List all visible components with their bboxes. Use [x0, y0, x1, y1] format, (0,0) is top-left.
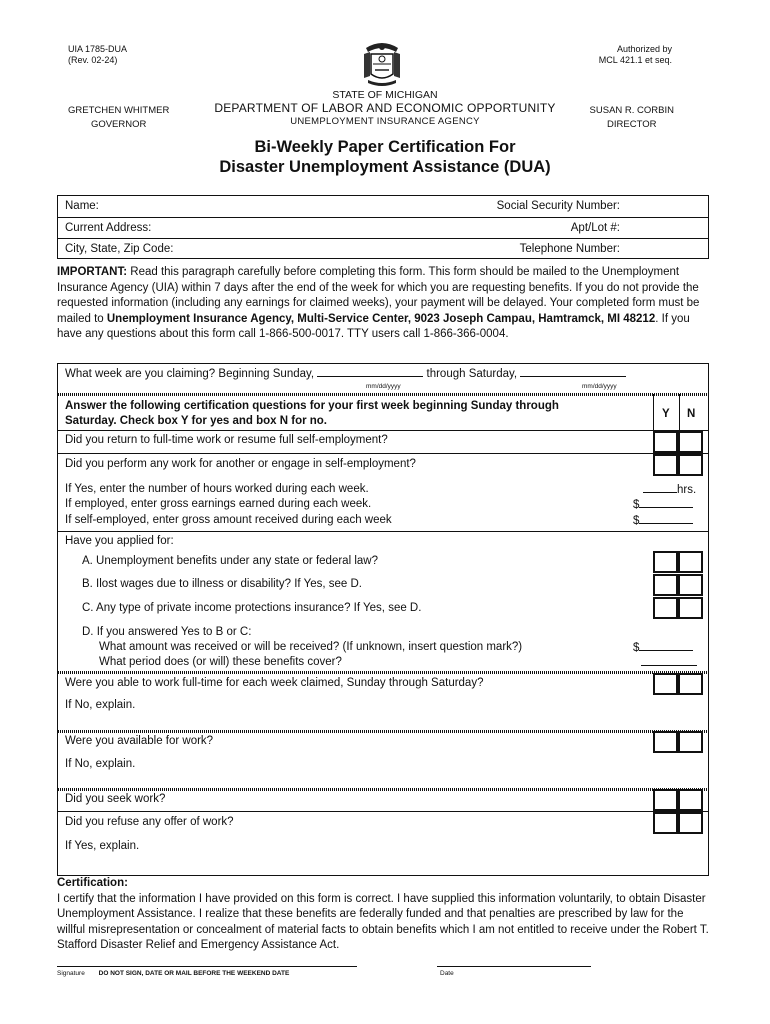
week-question: [65, 366, 626, 382]
self-employed-instruction: If self-employed, enter gross amount received during each week: [65, 514, 392, 526]
q-seek-yes-checkbox[interactable]: [653, 789, 678, 811]
authorized-statute: MCL 421.1 et seq.: [598, 55, 672, 65]
michigan-state-seal-icon: [360, 40, 404, 86]
dollar-sign: $: [633, 515, 640, 527]
city-label: City, State, Zip Code:: [65, 243, 174, 255]
begin-date-hint: mm/dd/yyyy: [366, 383, 401, 390]
signature-label: Signature: [57, 970, 85, 977]
q-seek-no-checkbox[interactable]: [678, 789, 703, 811]
q-applied-c: C. Any type of private income protections insurance? If Yes, see D.: [82, 602, 422, 614]
applied-for-heading: Have you applied for:: [65, 535, 174, 547]
q-b-yes-checkbox[interactable]: [653, 574, 678, 596]
q-return-no-checkbox[interactable]: [678, 431, 703, 453]
q-able-yes-checkbox[interactable]: [653, 673, 678, 695]
department-name: DEPARTMENT OF LABOR AND ECONOMIC OPPORTUNITY: [214, 101, 556, 115]
dollar-sign: $: [633, 642, 640, 654]
mailing-address: Unemployment Insurance Agency, Multi-Service Center, 9023 Joseph Campau, Hamtramck, MI 48212: [106, 312, 656, 325]
apt-label: Apt/Lot #:: [570, 222, 620, 234]
form-title-line1: Bi-Weekly Paper Certification For: [254, 138, 516, 156]
divider: [679, 394, 680, 430]
q-perform-work: Did you perform any work for another or engage in self-employment?: [65, 458, 416, 470]
q-refuse-yes-checkbox[interactable]: [653, 812, 678, 834]
divider: [58, 730, 708, 733]
address-row[interactable]: [58, 217, 708, 238]
certification-questions-table: [57, 363, 709, 876]
certification-text: I certify that the information I have provided on this form is correct. I have supplied this information voluntarily, to obtain Disaster Unemployment Assistance. I realize that these benefits are federally funded and that penalties are prescribed by law for the willful misrepresentation or concealment of material facts to obtain benefits which I am not entitled to receive under the Robert T. Stafford Disaster Relief and Emergency Assistance Act.: [57, 892, 709, 952]
q-c-yes-checkbox[interactable]: [653, 597, 678, 619]
hours-unit: hrs.: [677, 484, 697, 496]
divider: [58, 811, 708, 812]
date-line[interactable]: [437, 966, 591, 967]
important-text-2: . If you have any questions about this form call 1-866-500-0017. TTY users call 1-866-366-0004.: [57, 312, 690, 341]
divider: [58, 671, 708, 674]
q-refuse-no-checkbox[interactable]: [678, 812, 703, 834]
divider: [58, 453, 708, 454]
end-date-hint: mm/dd/yyyy: [582, 383, 617, 390]
available-if-no-explain: If No, explain.: [65, 758, 136, 770]
address-label: Current Address:: [65, 222, 152, 234]
divider: [58, 430, 708, 431]
divider: [58, 531, 708, 532]
authorized-by: Authorized by: [616, 44, 672, 54]
form-revision: (Rev. 02-24): [68, 55, 118, 65]
signature-caption: [57, 970, 289, 978]
do-not-sign-warning: DO NOT SIGN, DATE OR MAIL BEFORE THE WEEKEND DATE: [98, 970, 290, 977]
d-amount-field[interactable]: [633, 640, 693, 656]
refuse-if-yes-explain: If Yes, explain.: [65, 840, 140, 852]
director-name: SUSAN R. CORBIN: [589, 105, 674, 116]
yes-column-header: Y: [662, 408, 670, 420]
q-available-no-checkbox[interactable]: [678, 731, 703, 753]
ssn-label: Social Security Number:: [496, 200, 620, 212]
able-if-no-explain: If No, explain.: [65, 699, 136, 711]
certification-label: Certification:: [57, 877, 128, 889]
name-label: Name:: [65, 200, 99, 212]
q-a-yes-checkbox[interactable]: [653, 551, 678, 573]
signature-line[interactable]: [57, 966, 357, 967]
q-work-yes-checkbox[interactable]: [653, 454, 678, 476]
q-work-no-checkbox[interactable]: [678, 454, 703, 476]
q-a-no-checkbox[interactable]: [678, 551, 703, 573]
instructions-line2: Saturday. Check box Y for yes and box N for no.: [65, 415, 328, 427]
authorization-block: [599, 44, 672, 66]
important-text-1: Read this paragraph carefully before completing this form. This form should be mailed to the Unemployment Insurance Agency (UIA) within 7 days after the end of the week for which you are requesting benefits. If you do not provide the requested information (including any earnings for claimed weeks), your payment will be delayed. Your completed form must be mailed to: [57, 266, 700, 325]
divider: [58, 788, 708, 791]
director-title: DIRECTOR: [607, 119, 657, 130]
divider: [58, 393, 708, 396]
claimant-info-box: [57, 195, 709, 259]
governor-block: [68, 104, 169, 132]
form-title: [0, 137, 770, 177]
state-name: STATE OF MICHIGAN: [332, 89, 438, 101]
q-d-amount: What amount was received or will be received? (If unknown, insert question mark?): [99, 641, 523, 653]
self-employed-field[interactable]: [633, 513, 693, 529]
week-question-text: What week are you claiming? Beginning Sunday,: [65, 368, 315, 380]
q-return-yes-checkbox[interactable]: [653, 431, 678, 453]
hours-input-line[interactable]: [643, 482, 677, 493]
phone-label: Telephone Number:: [519, 243, 620, 255]
important-notice: [57, 265, 711, 343]
q-able-work: Were you able to work full-time for each week claimed, Sunday through Saturday?: [65, 677, 484, 689]
q-refuse-offer: Did you refuse any offer of work?: [65, 816, 234, 828]
through-saturday-text: through Saturday,: [426, 368, 518, 380]
employed-earnings-instruction: If employed, enter gross earnings earned during each week.: [65, 498, 372, 510]
q-seek-work: Did you seek work?: [65, 793, 166, 805]
instructions-line1: Answer the following certification questions for your first week beginning Sunday through: [65, 400, 559, 412]
agency-name: UNEMPLOYMENT INSURANCE AGENCY: [290, 116, 480, 127]
q-available-yes-checkbox[interactable]: [653, 731, 678, 753]
certification-section: [57, 876, 711, 954]
dollar-sign: $: [633, 499, 640, 511]
hours-field[interactable]: [643, 482, 696, 498]
no-column-header: N: [687, 408, 696, 420]
q-c-no-checkbox[interactable]: [678, 597, 703, 619]
name-row[interactable]: [58, 196, 708, 217]
governor-title: GOVERNOR: [90, 119, 147, 130]
q-applied-b: B. Ilost wages due to illness or disability? If Yes, see D.: [82, 578, 362, 590]
q-able-no-checkbox[interactable]: [678, 673, 703, 695]
self-employed-line[interactable]: [639, 513, 693, 524]
d-amount-line[interactable]: [639, 640, 693, 651]
through-saturday-field[interactable]: [520, 366, 626, 377]
city-row[interactable]: [58, 238, 708, 259]
q-return-work: Did you return to full-time work or resume full self-employment?: [65, 434, 388, 446]
form-id-block: [68, 44, 127, 66]
form-title-line2: Disaster Unemployment Assistance (DUA): [219, 158, 551, 176]
form-id: UIA 1785-DUA: [68, 44, 128, 54]
d-period-field[interactable]: [641, 655, 697, 671]
director-block: [590, 104, 674, 132]
q-applied-a: A. Unemployment benefits under any state or federal law?: [82, 555, 378, 567]
q-d-period: What period does (or will) these benefits cover?: [99, 656, 342, 668]
divider: [653, 394, 654, 430]
d-period-line[interactable]: [641, 655, 697, 666]
important-label: IMPORTANT:: [57, 266, 128, 278]
beginning-sunday-field[interactable]: [317, 366, 423, 377]
q-b-no-checkbox[interactable]: [678, 574, 703, 596]
governor-name: GRETCHEN WHITMER: [68, 105, 170, 116]
q-available-work: Were you available for work?: [65, 735, 214, 747]
hours-instruction: If Yes, enter the number of hours worked during each week.: [65, 483, 369, 495]
date-label: Date: [440, 970, 454, 977]
employed-earnings-field[interactable]: [633, 497, 693, 513]
q-applied-d: D. If you answered Yes to B or C:: [82, 626, 252, 638]
employed-earnings-line[interactable]: [639, 497, 693, 508]
